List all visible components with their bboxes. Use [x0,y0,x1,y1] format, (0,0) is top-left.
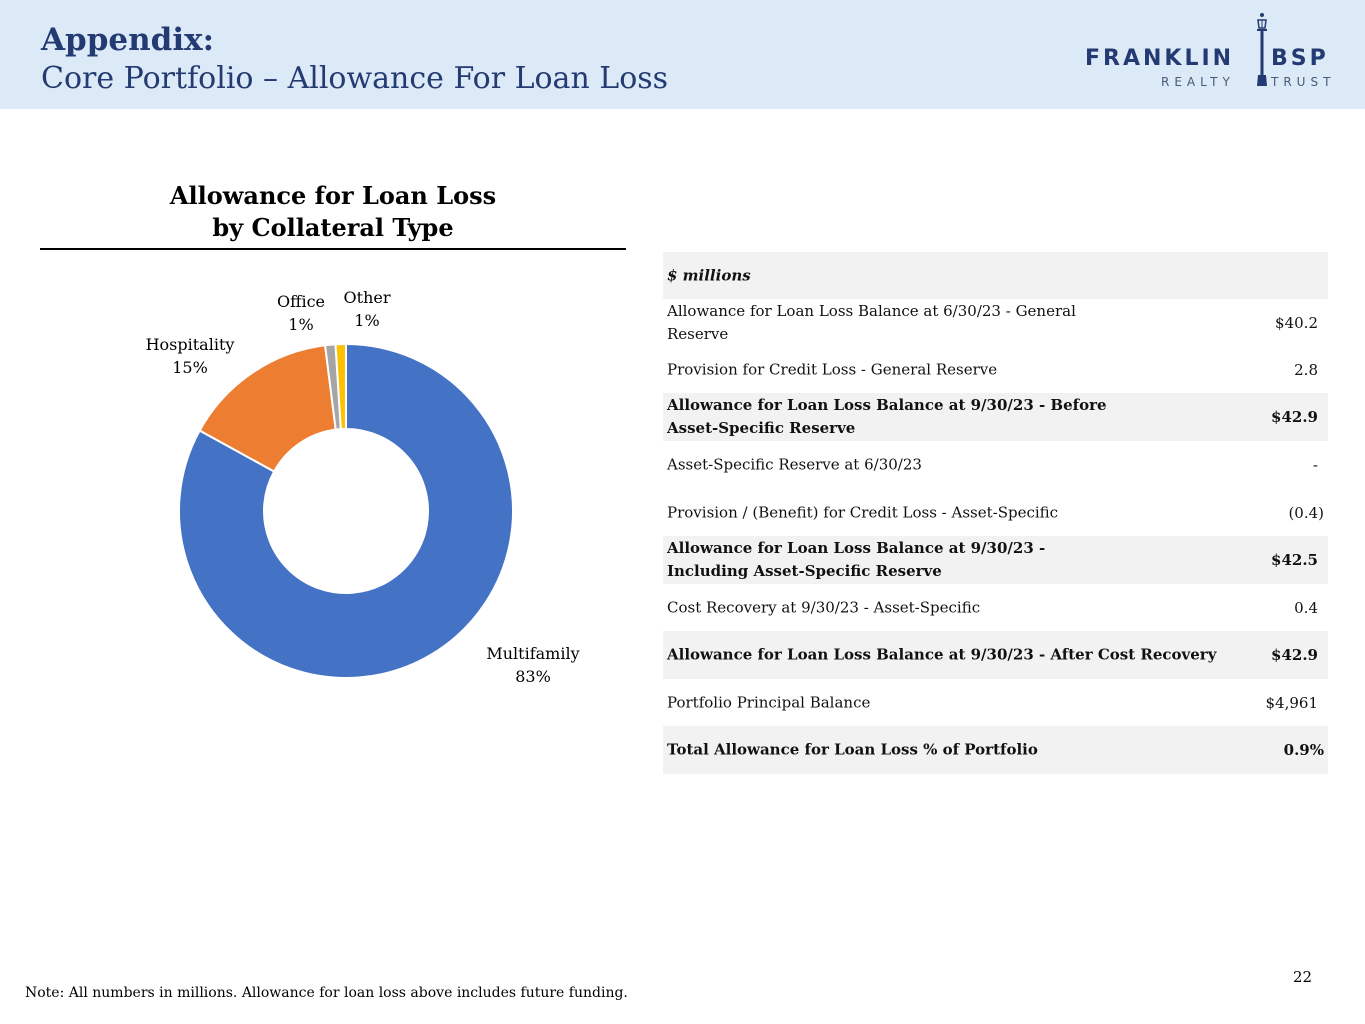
row-label: Total Allowance for Loan Loss % of Portfolio [667,740,1038,759]
row-label: Cost Recovery at 9/30/23 - Asset-Specific [667,598,981,616]
row-value: $40.2 [1275,313,1318,332]
header-band [0,0,1365,109]
page-title: Appendix: [41,22,215,58]
table-row [663,726,1328,774]
row-label: Allowance for Loan Loss Balance at 9/30/23 - Before Asset-Specific Reserve [667,396,1107,437]
row-label: Provision / (Benefit) for Credit Loss - Asset-Specific [667,503,1059,521]
row-value: 0.4 [1294,598,1318,617]
row-value: (0.4) [1288,503,1324,522]
slice-label-office: Office 1% [276,292,326,334]
table-header-label: $ millions [667,266,751,284]
row-label: Allowance for Loan Loss Balance at 6/30/23 - General Reserve [667,301,1076,343]
logo-wordmark-bsp: BSP [1271,46,1329,71]
row-label: Asset-Specific Reserve at 6/30/23 [667,455,922,474]
footnote: Note: All numbers in millions. Allowance for loan loss above includes future funding. [25,985,628,1001]
row-value: 2.8 [1294,360,1318,379]
slice-label-hospitality: Hospitality 15% [145,335,235,377]
slice-label-other: Other 1% [343,288,391,330]
table-row [663,631,1328,679]
row-label: Provision for Credit Loss - General Reserve [667,360,998,378]
row-value: $42.5 [1271,551,1318,569]
logo-subword-trust: TRUST [1271,75,1336,89]
table-header-row [663,252,1328,299]
table-row [663,441,1328,489]
slice-label-multifamily: Multifamily 83% [486,644,580,686]
chart-title-line2: by Collateral Type [212,213,454,242]
row-value: $42.9 [1271,408,1318,426]
row-value: 0.9% [1283,741,1324,759]
company-logo [1083,12,1353,92]
page-subtitle: Core Portfolio – Allowance For Loan Loss [41,61,669,96]
logo-subword-realty: REALTY [1161,75,1235,89]
row-label: Allowance for Loan Loss Balance at 9/30/23 - Including Asset-Specific Reserve [667,539,1046,580]
table-row [663,679,1328,726]
row-value: $42.9 [1271,646,1318,664]
chart-title-line1: Allowance for Loan Loss [169,181,497,210]
row-label: Portfolio Principal Balance [667,693,871,711]
table-row [663,489,1328,536]
page-number: 22 [1293,968,1313,986]
table-row [663,346,1328,393]
table-row [663,299,1328,346]
donut-chart [40,260,626,700]
table-row [663,584,1328,631]
allowance-table [663,252,1328,774]
chart-title-rule [40,248,626,250]
table-row [663,393,1328,441]
lamp-post-icon [1255,12,1269,88]
row-value: $4,961 [1265,693,1318,712]
logo-wordmark-franklin: FRANKLIN [1085,46,1235,71]
table-row [663,536,1328,584]
row-value: - [1312,456,1318,474]
row-label: Allowance for Loan Loss Balance at 9/30/23 - After Cost Recovery [667,645,1217,664]
chart-title [40,180,626,244]
